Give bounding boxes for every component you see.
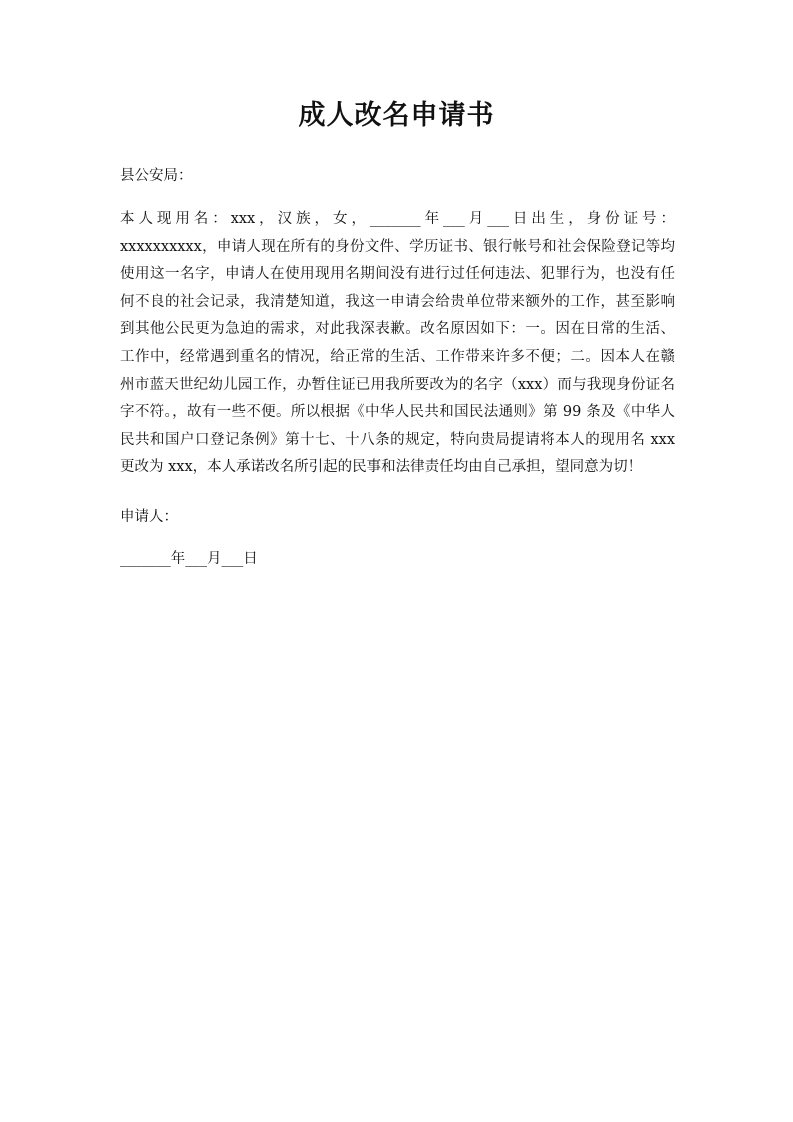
body-line-10: 更改为 xxx，本人承诺改名所引起的民事和法律责任均由自己承担，望同意为切！ [120,459,643,476]
document-title: 成人改名申请书 [298,100,495,131]
body-line-9: 民共和国户口登记条例》第十七、十八条的规定，特向贵局提请将本人的现用名 xxx [120,431,675,448]
body-line-8: 字不符。，故有一些不便。所以根据《中华人民共和国民法通则》第 99 条及《中华人 [120,404,675,421]
body-line-5: 到其他公民更为急迫的需求，对此我深表歉。改名原因如下：一。因在日常的生活、 [120,321,675,338]
signature-date-line: _______年___月___日 [120,551,258,567]
applicant-label: 申请人： [120,509,178,525]
body-line-7: 州市蓝天世纪幼儿园工作，办暂住证已用我所要改为的名字（xxx）而与我现身份证名 [120,376,675,393]
body-line-3: 使用这一名字，申请人在使用现用名期间没有进行过任何违法、犯罪行为，也没有任 [120,266,675,283]
body-line-2: xxxxxxxxxx，申请人现在所有的身份文件、学历证书、银行帐号和社会保险登记等均 [120,238,675,255]
body-line-6: 工作中，经常遇到重名的情况，给正常的生活、工作带来许多不便；二。因本人在赣 [120,348,675,365]
body-line-1: 本人现用名：xxx，汉族，女，_______年___月___日出生，身份证号： [120,211,675,227]
application-body [120,206,675,482]
body-line-4: 何不良的社会记录，我清楚知道，我这一申请会给贵单位带来额外的工作，甚至影响 [120,293,675,310]
salutation: 县公安局： [120,168,193,184]
